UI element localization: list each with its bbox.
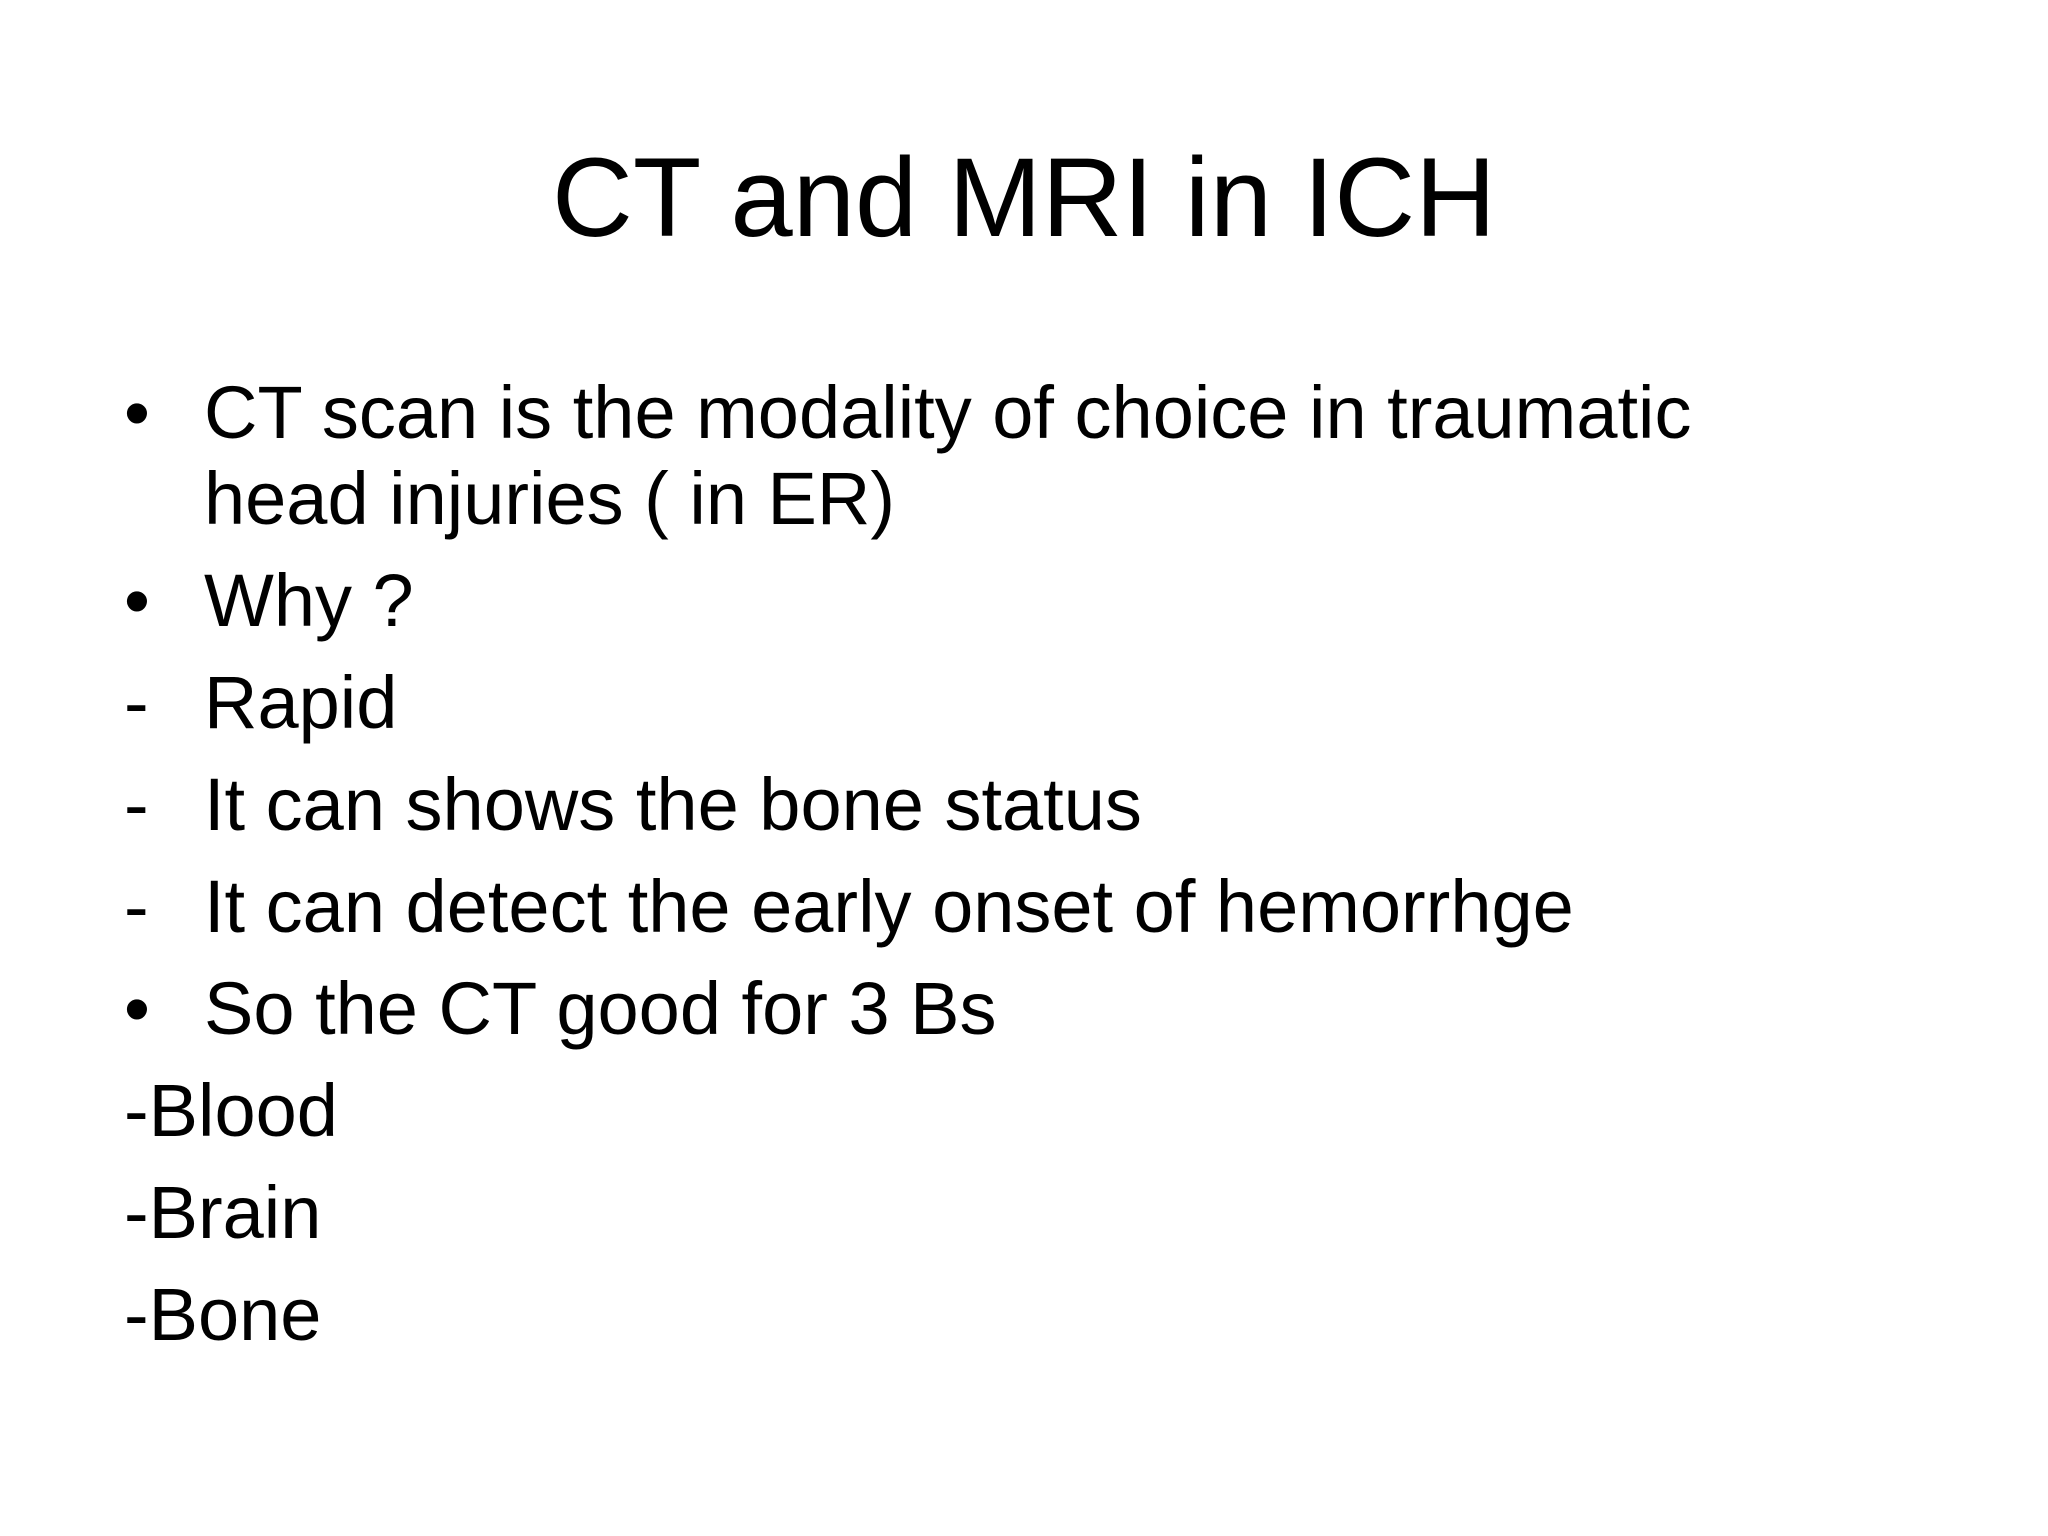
plain-text: -Blood	[124, 1069, 338, 1152]
dash-marker: -	[124, 763, 149, 846]
bullet-text: Why ?	[204, 559, 414, 642]
dash-marker: -	[124, 865, 149, 948]
slide-title: CT and MRI in ICH	[552, 135, 1496, 260]
dash-text: It can shows the bone status	[204, 763, 1142, 846]
dash-marker: -	[124, 661, 149, 744]
bullet-text: head injuries ( in ER)	[204, 457, 895, 540]
bullet-text: So the CT good for 3 Bs	[204, 967, 997, 1050]
plain-text: -Bone	[124, 1273, 322, 1356]
bullet-text: CT scan is the modality of choice in traumatic	[204, 371, 1692, 454]
bullet-marker: •	[124, 559, 150, 642]
dash-text: It can detect the early onset of hemorrhge	[204, 865, 1574, 948]
bullet-marker: •	[124, 371, 150, 454]
plain-text: -Brain	[124, 1171, 322, 1254]
dash-text: Rapid	[204, 661, 398, 744]
bullet-marker: •	[124, 967, 150, 1050]
